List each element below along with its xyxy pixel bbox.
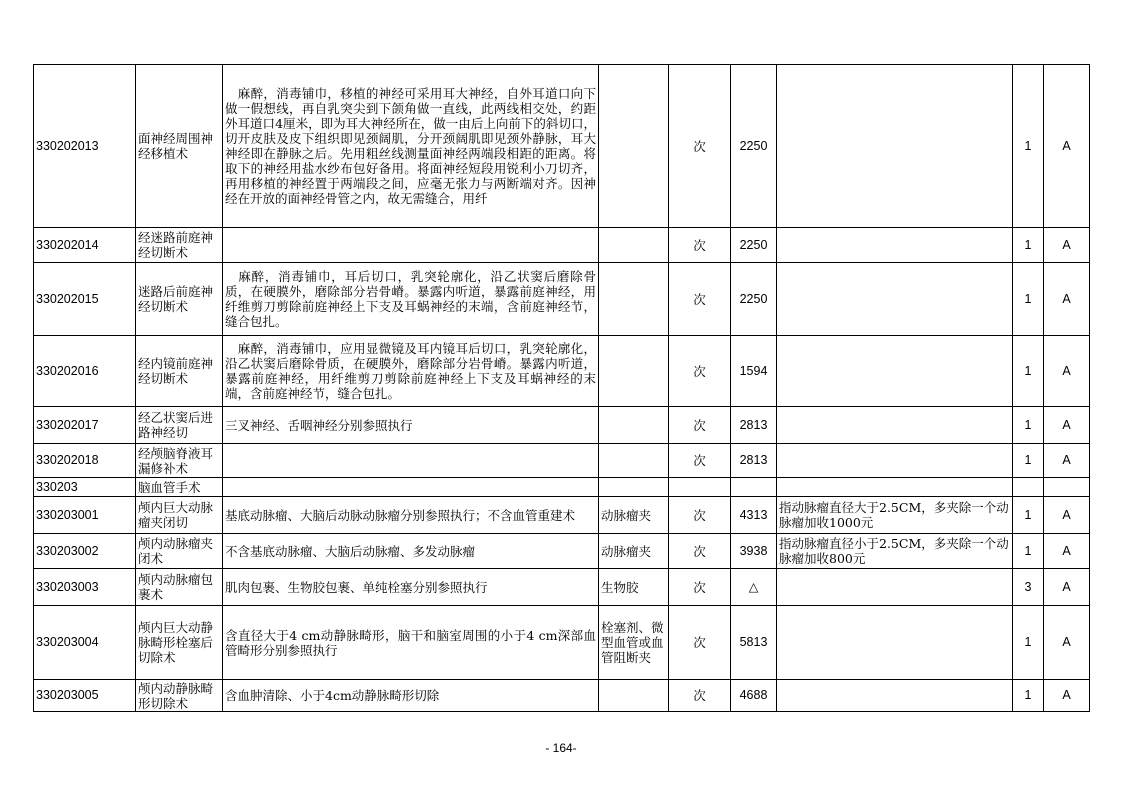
item-name: 颅内动脉瘤夹闭术 [138, 536, 214, 566]
item-name-cell [136, 569, 223, 606]
excluded-material: 栓塞剂、微型血管或血管阻断夹 [601, 620, 664, 665]
pricing-unit-cell [669, 478, 731, 497]
payment-category: 1 [1024, 237, 1032, 252]
payment-category-cell [1013, 569, 1044, 606]
payment-category: 1 [1024, 635, 1032, 649]
item-code-cell [34, 497, 136, 534]
remark-cell [777, 336, 1013, 407]
item-name: 经内镜前庭神经切断术 [138, 356, 214, 386]
pricing-unit-cell [669, 407, 731, 444]
item-code: 330203003 [36, 579, 99, 594]
excluded-material: 动脉瘤夹 [601, 507, 652, 523]
pricing-unit-cell [669, 534, 731, 569]
pricing-unit: 次 [693, 138, 706, 154]
item-name: 经乙状窦后进路神经切 [138, 410, 214, 440]
excluded-material-cell [599, 680, 669, 712]
excluded-material-cell [599, 478, 669, 497]
remark-cell [777, 497, 1013, 534]
fee-table [33, 64, 1090, 712]
item-name-cell [136, 263, 223, 336]
item-class-cell [1044, 606, 1090, 680]
price-cell [731, 534, 777, 569]
price: 2250 [739, 237, 768, 252]
item-class-cell [1044, 263, 1090, 336]
item-class: A [1062, 543, 1071, 558]
item-name-cell [136, 228, 223, 263]
excluded-material-cell [599, 569, 669, 606]
remark-cell [777, 478, 1013, 497]
item-content-cell [223, 606, 599, 680]
excluded-material-cell [599, 407, 669, 444]
price-cell [731, 569, 777, 606]
pricing-unit-cell [669, 569, 731, 606]
pricing-unit: 次 [693, 543, 706, 559]
item-code-cell [34, 228, 136, 263]
table-row [34, 263, 1090, 336]
item-name: 颅内动静脉畸形切除术 [138, 680, 214, 711]
item-name-cell [136, 478, 223, 497]
item-name: 经颅脑脊液耳漏修补术 [138, 445, 214, 476]
item-content-cell [223, 497, 599, 534]
item-class-cell [1044, 65, 1090, 228]
pricing-unit-cell [669, 680, 731, 712]
pricing-unit: 次 [693, 579, 706, 595]
price: 2250 [739, 138, 768, 153]
pricing-unit: 次 [693, 417, 706, 433]
payment-category-cell [1013, 606, 1044, 680]
item-content-cell [223, 263, 599, 336]
item-code: 330202013 [36, 138, 99, 153]
price: 4313 [739, 507, 768, 522]
excluded-material-cell [599, 228, 669, 263]
item-name: 经迷路前庭神经切断术 [138, 230, 214, 260]
price-cell [731, 65, 777, 228]
pricing-unit: 次 [693, 688, 706, 703]
remark-cell [777, 606, 1013, 680]
payment-category-cell [1013, 444, 1044, 478]
item-code-cell [34, 65, 136, 228]
payment-category-cell [1013, 65, 1044, 228]
remark-cell [777, 65, 1013, 228]
pricing-unit: 次 [693, 453, 706, 468]
payment-category: 1 [1024, 138, 1032, 153]
payment-category-cell [1013, 478, 1044, 497]
payment-category: 1 [1024, 417, 1032, 432]
payment-category-cell [1013, 534, 1044, 569]
price: 2813 [739, 453, 768, 467]
item-code-cell [34, 606, 136, 680]
item-code: 330202014 [36, 237, 99, 252]
item-code: 330203005 [36, 688, 99, 702]
item-class-cell [1044, 478, 1090, 497]
payment-category-cell [1013, 680, 1044, 712]
item-name: 颅内巨大动静脉畸形栓塞后切除术 [138, 620, 214, 665]
item-code-cell [34, 444, 136, 478]
remark-cell [777, 680, 1013, 712]
item-name-cell [136, 680, 223, 712]
item-class-cell [1044, 569, 1090, 606]
item-name: 面神经周围神经移植术 [138, 131, 214, 161]
excluded-material-cell [599, 263, 669, 336]
price-cell [731, 407, 777, 444]
item-class: A [1062, 363, 1071, 378]
pricing-unit: 次 [693, 237, 706, 253]
excluded-material-cell [599, 444, 669, 478]
item-name-cell [136, 606, 223, 680]
item-class-cell [1044, 336, 1090, 407]
remark-cell [777, 444, 1013, 478]
item-class: A [1062, 579, 1071, 594]
item-content: 麻醉，消毒铺巾，耳后切口，乳突轮廓化，沿乙状窦后磨除骨质，在硬膜外，磨除部分岩骨嵴。暴露内听道，暴露前庭神经，用纤维剪刀剪除前庭神经上下支及耳蜗神经的末端，含前庭神经节，缝合包扎。 [225, 269, 596, 329]
price-cell [731, 680, 777, 712]
item-class: A [1062, 507, 1071, 522]
item-content-cell [223, 228, 599, 263]
item-content-cell [223, 444, 599, 478]
item-code: 330202016 [36, 363, 99, 378]
page-number: - 164- [545, 741, 577, 755]
item-name-cell [136, 444, 223, 478]
pricing-unit: 次 [693, 635, 706, 650]
payment-category: 1 [1024, 363, 1032, 378]
remark-cell [777, 228, 1013, 263]
excluded-material-cell [599, 606, 669, 680]
item-name-cell [136, 65, 223, 228]
excluded-material: 动脉瘤夹 [601, 543, 652, 559]
item-code-cell [34, 680, 136, 712]
item-class: A [1062, 291, 1071, 306]
table-row [34, 534, 1090, 569]
price-cell [731, 606, 777, 680]
item-name: 颅内动脉瘤包裹术 [138, 572, 214, 602]
remark-cell [777, 407, 1013, 444]
item-name-cell [136, 534, 223, 569]
item-code-cell [34, 407, 136, 444]
pricing-unit-cell [669, 444, 731, 478]
remark: 指动脉瘤直径大于2.5CM，多夹除一个动脉瘤加收1000元 [779, 500, 1009, 530]
price-cell [731, 478, 777, 497]
pricing-unit: 次 [693, 363, 706, 379]
price: 3938 [739, 543, 768, 558]
item-code-cell [34, 569, 136, 606]
item-content: 肌肉包裹、生物胶包裹、单纯栓塞分别参照执行 [225, 579, 488, 595]
payment-category-cell [1013, 336, 1044, 407]
item-code-cell [34, 263, 136, 336]
item-content: 麻醉，消毒铺巾，应用显微镜及耳内镜耳后切口，乳突轮廓化，沿乙状窦后磨除骨质，在硬膜外，磨除部分岩骨嵴。暴露内听道，暴露前庭神经，用纤维剪刀剪除前庭神经上下支及耳蜗神经的末端，含前庭神经节，缝合包扎。 [225, 341, 596, 401]
price: 5813 [739, 635, 768, 649]
item-code-cell [34, 478, 136, 497]
item-content-cell [223, 534, 599, 569]
price-cell [731, 263, 777, 336]
table-row [34, 228, 1090, 263]
payment-category-cell [1013, 497, 1044, 534]
item-class: A [1062, 138, 1071, 153]
price: 2250 [739, 291, 768, 306]
item-code-cell [34, 336, 136, 407]
price: △ [748, 579, 759, 594]
table-row [34, 680, 1090, 712]
pricing-unit-cell [669, 263, 731, 336]
pricing-unit-cell [669, 65, 731, 228]
price-cell [731, 444, 777, 478]
pricing-unit: 次 [693, 507, 706, 523]
table-row [34, 336, 1090, 407]
item-class-cell [1044, 407, 1090, 444]
item-content-cell [223, 407, 599, 444]
item-name-cell [136, 407, 223, 444]
item-class-cell [1044, 497, 1090, 534]
table-row [34, 407, 1090, 444]
item-content: 不含基底动脉瘤、大脑后动脉瘤、多发动脉瘤 [225, 543, 476, 559]
price-cell [731, 497, 777, 534]
item-name-cell [136, 336, 223, 407]
item-code: 330203002 [36, 543, 99, 558]
pricing-unit-cell [669, 497, 731, 534]
item-class-cell [1044, 444, 1090, 478]
excluded-material-cell [599, 65, 669, 228]
table-row [34, 569, 1090, 606]
item-class: A [1062, 453, 1071, 467]
item-content: 含血肿清除、小于4cm动静脉畸形切除 [225, 688, 440, 703]
payment-category-cell [1013, 407, 1044, 444]
price-cell [731, 228, 777, 263]
item-class: A [1062, 237, 1071, 252]
item-code-cell [34, 534, 136, 569]
item-class: A [1062, 635, 1071, 649]
item-code: 330202018 [36, 453, 99, 467]
item-content-cell [223, 336, 599, 407]
item-content-cell [223, 65, 599, 228]
payment-category-cell [1013, 263, 1044, 336]
item-name: 脑血管手术 [138, 479, 201, 495]
payment-category: 1 [1024, 507, 1032, 522]
pricing-unit-cell [669, 336, 731, 407]
item-code: 330203004 [36, 635, 99, 649]
remark-cell [777, 534, 1013, 569]
excluded-material-cell [599, 497, 669, 534]
price: 4688 [739, 688, 768, 702]
table-row [34, 497, 1090, 534]
item-class-cell [1044, 228, 1090, 263]
table-row [34, 478, 1090, 497]
item-code: 330203 [36, 479, 78, 494]
excluded-material: 生物胶 [601, 579, 639, 595]
item-content-cell [223, 569, 599, 606]
item-name: 迷路后前庭神经切断术 [138, 284, 214, 314]
item-code: 330202017 [36, 417, 99, 432]
item-class-cell [1044, 680, 1090, 712]
payment-category: 1 [1024, 543, 1032, 558]
item-code: 330202015 [36, 291, 99, 306]
item-class: A [1062, 688, 1071, 702]
item-class-cell [1044, 534, 1090, 569]
item-content: 含直径大于4 cm动静脉畸形，脑干和脑室周围的小于4 cm深部血管畸形分别参照执行 [225, 627, 596, 658]
price: 1594 [739, 363, 768, 378]
table-row [34, 444, 1090, 478]
price-cell [731, 336, 777, 407]
remark-cell [777, 569, 1013, 606]
item-code: 330203001 [36, 507, 99, 522]
payment-category: 3 [1024, 579, 1032, 594]
excluded-material-cell [599, 336, 669, 407]
pricing-unit-cell [669, 606, 731, 680]
price: 2813 [739, 417, 768, 432]
pricing-unit: 次 [693, 291, 706, 307]
item-name: 颅内巨大动脉瘤夹闭切 [138, 500, 214, 530]
item-name-cell [136, 497, 223, 534]
item-content: 麻醉，消毒铺巾，移植的神经可采用耳大神经，自外耳道口向下做一假想线，再自乳突尖到下颌角做一直线，此两线相交处，约距外耳道口4厘米，即为耳大神经所在，做一由后上向前下的斜切口，切开皮肤及皮下组织即见颈阔肌，分开颈阔肌即见颈外静脉，耳大神经即在静脉之后。先用粗丝线测量面神经两端段相距的距离。将取下的神经用盐水纱布包好备用。将面神经短段用锐利小刀切齐，再用移植的神经置于两端段之间，应毫无张力与两断端对齐。因神经在开放的面神经骨管之内，故无需缝合，用纤 [225, 86, 596, 206]
payment-category-cell [1013, 228, 1044, 263]
table-row [34, 606, 1090, 680]
payment-category: 1 [1024, 688, 1032, 702]
item-content-cell [223, 478, 599, 497]
item-content: 基底动脉瘤、大脑后动脉动脉瘤分别参照执行；不含血管重建术 [225, 507, 576, 523]
table-row [34, 65, 1090, 228]
remark-cell [777, 263, 1013, 336]
item-content-cell [223, 680, 599, 712]
pricing-unit-cell [669, 228, 731, 263]
payment-category: 1 [1024, 291, 1032, 306]
item-content: 三叉神经、舌咽神经分别参照执行 [225, 417, 413, 433]
item-class: A [1062, 417, 1071, 432]
remark: 指动脉瘤直径小于2.5CM，多夹除一个动脉瘤加收800元 [779, 536, 1009, 566]
excluded-material-cell [599, 534, 669, 569]
payment-category: 1 [1024, 453, 1032, 467]
